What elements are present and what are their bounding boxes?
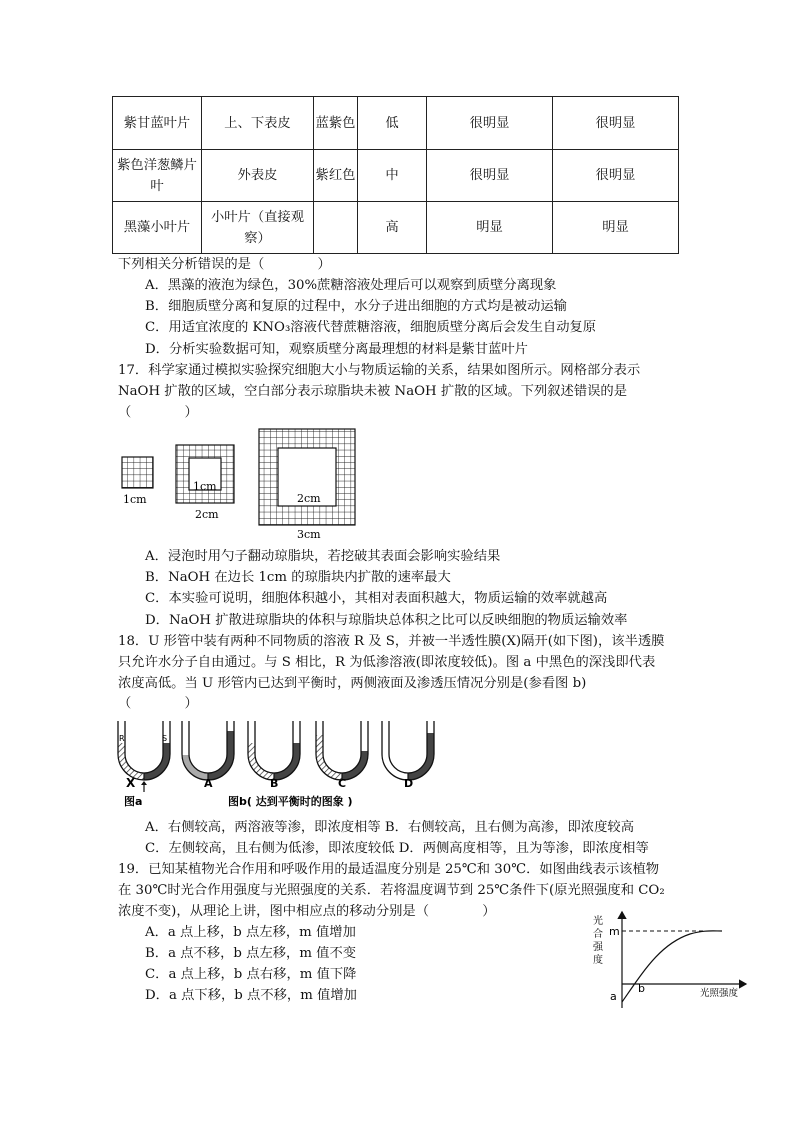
results-table (112, 96, 679, 254)
q17-option-c: C．本实验可说明，细胞体积越小，其相对表面积越大，物质运输的效率就越高 (145, 591, 608, 606)
q17-stem-line-2: NaOH 扩散的区域，空白部分表示琼脂块未被 NaOH 扩散的区域。下列叙述错误的是 (118, 384, 628, 399)
table-cell: 中 (358, 150, 427, 202)
q18-stem-line-2: 只允许水分子自由通过。与 S 相比，R 为低渗溶液(即浓度较低)。图 a 中黑色的深浅即代表 (118, 655, 656, 670)
table-cell: 高 (358, 202, 427, 254)
u-tube-choice-b (248, 721, 300, 790)
tube-letter-r: R (119, 734, 125, 743)
u-tube-choice-d (382, 721, 434, 790)
u-tube-choice-label: D (404, 777, 414, 790)
figure-b-label: 图b( 达到平衡时的图象 ) (228, 795, 353, 808)
table-cell (314, 202, 358, 254)
y-axis-label-char: 度 (593, 955, 603, 966)
q18-option-ab: A．右侧较高，两溶液等渗，即浓度相等 B．右侧较高，且右侧为高渗，即浓度较高 (145, 820, 634, 835)
table-cell: 上、下表皮 (202, 97, 314, 150)
q19-option-d: D．a 点下移，b 点不移，m 值增加 (145, 988, 357, 1003)
cube-2cm-label: 2cm (195, 508, 219, 521)
table-cell: 明显 (553, 202, 679, 254)
y-axis-label-char: 光 (593, 916, 603, 927)
q16-option-b: B．细胞质壁分离和复原的过程中，水分子进出细胞的方式均是被动运输 (145, 299, 567, 314)
membrane-arrowhead (141, 781, 147, 785)
cube-3cm (259, 429, 355, 525)
table-cell: 很明显 (553, 150, 679, 202)
u-tube-choice-label: A (204, 777, 213, 790)
table-cell: 紫甘蓝叶片 (113, 97, 202, 150)
q17-option-b: B．NaOH 在边长 1cm 的琼脂块内扩散的速率最大 (145, 570, 451, 585)
table-cell: 紫色洋葱鳞片叶 (113, 150, 202, 202)
cube-1cm-label: 1cm (123, 493, 147, 506)
table-row (113, 150, 679, 202)
table-cell: 很明显 (553, 97, 679, 150)
cube-1cm (122, 457, 153, 488)
cube-2cm (176, 445, 234, 503)
u-tube-figure (110, 715, 450, 815)
q17-stem-line-1: 17．科学家通过模拟实验探究细胞大小与物质运输的关系，结果如图所示。网格部分表示 (118, 363, 641, 378)
table-cell: 很明显 (427, 150, 553, 202)
u-tube-choice-label: C (338, 777, 347, 790)
table-cell: 低 (358, 97, 427, 150)
q19-stem-line-2: 在 30℃时光合作用强度与光照强度的关系．若将温度调节到 25℃条件下(原光照强度和 CO₂ (118, 883, 665, 898)
q19-option-b: B．a 点不移，b 点左移，m 值不变 (145, 946, 357, 961)
u-tube-choice-a (182, 721, 234, 790)
tube-letter-s: S (162, 734, 168, 743)
y-axis-label-char: 强 (593, 942, 603, 953)
q16-option-c: C．用适宜浓度的 KNO₃溶液代替蔗糖溶液，细胞质壁分离后会发生自动复原 (145, 320, 597, 335)
cube-2cm-inner-label: 1cm (193, 480, 217, 493)
q19-option-a: A．a 点上移，b 点左移，m 值增加 (145, 925, 356, 940)
q16-option-d: D．分析实验数据可知，观察质壁分离最理想的材料是紫甘蓝叶片 (145, 342, 528, 357)
table-cell: 明显 (427, 202, 553, 254)
q19-option-c: C．a 点上移，b 点右移，m 值下降 (145, 967, 357, 982)
figure-a-label: 图a (124, 795, 143, 808)
q18-stem-line-1: 18．U 形管中装有两种不同物质的溶液 R 及 S，并被一半透性膜(X)隔开(如下图)，该半透膜 (118, 634, 665, 649)
u-tube-choice-label: B (270, 777, 279, 790)
table-cell: 黑藻小叶片 (113, 202, 202, 254)
membrane-label: X (126, 776, 136, 790)
table-cell: 很明显 (427, 97, 553, 150)
q18-option-cd: C．左侧较高，且右侧为低渗，即浓度较低 D．两侧高度相等，且为等渗，即浓度相等 (145, 841, 649, 856)
x-axis-label: 光照强度 (700, 988, 739, 999)
q18-stem-line-3: 浓度高低。当 U 形管内已达到平衡时，两侧液面及渗透压情况分别是(参看图 b) (118, 676, 587, 691)
cube-3cm-label: 3cm (297, 528, 321, 541)
q19-stem-line-1: 19．已知某植物光合作用和呼吸作用的最适温度分别是 25℃和 30℃．如图曲线表示该植物 (118, 862, 660, 877)
table-row (113, 97, 679, 150)
u-tube-choice-c (316, 721, 368, 790)
table-cell: 紫红色 (314, 150, 358, 202)
agar-cube-figure (115, 425, 385, 543)
table-cell: 小叶片（直接观察） (202, 202, 314, 254)
cube-3cm-inner-label: 2cm (297, 492, 321, 505)
q17-option-a: A．浸泡时用勺子翻动琼脂块，若挖破其表面会影响实验结果 (145, 549, 501, 564)
q16-option-a: A．黑藻的液泡为绿色，30%蔗糖溶液处理后可以观察到质壁分离现象 (145, 278, 557, 293)
q17-stem-line-3: （ ） (118, 405, 198, 420)
q19-stem-line-3: 浓度不变)，从理论上讲，图中相应点的移动分别是（ ） (118, 904, 496, 919)
table-row (113, 202, 679, 254)
m-label: m (609, 925, 620, 938)
b-label: b (638, 982, 645, 995)
q16-stem: 下列相关分析错误的是（ ） (118, 257, 331, 272)
q17-option-d: D．NaOH 扩散进琼脂块的体积与琼脂块总体积之比可以反映细胞的物质运输效率 (145, 613, 628, 628)
table-cell: 蓝紫色 (314, 97, 358, 150)
a-label: a (610, 990, 617, 1003)
y-axis-label-char: 合 (593, 929, 603, 940)
q18-stem-line-4: （ ） (118, 696, 198, 711)
table-cell: 外表皮 (202, 150, 314, 202)
light-curve-graph (588, 908, 758, 1018)
